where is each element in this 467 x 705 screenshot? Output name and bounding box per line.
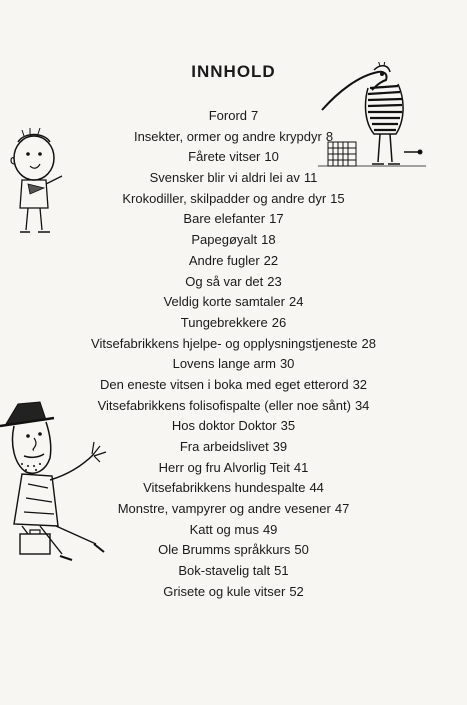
toc-entry-page-number: 15 bbox=[330, 190, 345, 206]
toc-entry-page-number: 47 bbox=[334, 501, 350, 517]
toc-entry-title: Svensker blir vi aldri lei av bbox=[149, 170, 300, 186]
toc-entry-page-number: 11 bbox=[303, 170, 318, 186]
toc-entry-page-number: 17 bbox=[269, 211, 284, 227]
bird-illustration bbox=[318, 62, 428, 172]
toc-entry-page-number: 41 bbox=[293, 459, 309, 475]
toc-entry bbox=[0, 313, 467, 334]
toc-entry-title: Monstre, vampyrer og andre vesener bbox=[117, 501, 331, 517]
toc-entry bbox=[0, 251, 467, 272]
toc-entry-page-number: 7 bbox=[251, 108, 259, 123]
toc-entry-page-number: 32 bbox=[352, 376, 368, 392]
toc-entry-title: Vitsefabrikkens folisofispalte (eller noe sånt) bbox=[97, 397, 351, 413]
toc-entry bbox=[0, 354, 467, 375]
toc-entry bbox=[0, 209, 467, 230]
toc-entry-title: Forord bbox=[208, 108, 248, 123]
boy-illustration bbox=[4, 128, 68, 238]
toc-entry bbox=[0, 334, 467, 355]
toc-entry-title: Grisete og kule vitser bbox=[163, 583, 286, 599]
toc-entry-page-number: 18 bbox=[261, 232, 276, 248]
toc-entry-title: Insekter, ormer og andre krypdyr bbox=[133, 128, 322, 144]
toc-entry-page-number: 49 bbox=[262, 521, 278, 537]
toc-entry-title: Katt og mus bbox=[189, 521, 259, 537]
toc-entry-page-number: 24 bbox=[288, 294, 304, 310]
toc-entry-title: Vitsefabrikkens hundespalte bbox=[143, 480, 306, 496]
toc-entry-page-number: 35 bbox=[280, 418, 296, 434]
toc-entry-page-number: 28 bbox=[361, 335, 376, 351]
toc-entry-page-number: 50 bbox=[294, 542, 309, 558]
toc-entry bbox=[0, 375, 467, 396]
toc-entry-page-number: 22 bbox=[263, 252, 279, 268]
toc-entry-title: Og så var det bbox=[185, 273, 264, 289]
toc-entry bbox=[0, 230, 467, 251]
toc-entry-page-number: 30 bbox=[279, 356, 295, 372]
toc-entry-title: Veldig korte samtaler bbox=[163, 294, 285, 310]
toc-entry-title: Tungebrekkere bbox=[180, 314, 268, 330]
toc-entry-page-number: 44 bbox=[309, 480, 324, 496]
toc-entry-title: Andre fugler bbox=[188, 252, 260, 268]
toc-entry-title: Bok-stavelig talt bbox=[178, 563, 271, 579]
toc-entry-title: Fårete vitser bbox=[188, 149, 261, 165]
toc-entry-title: Papegøyalt bbox=[191, 232, 258, 248]
toc-entry-page-number: 23 bbox=[267, 273, 282, 289]
toc-entry-title: Vitsefabrikkens hjelpe- og opplysningstjeneste bbox=[91, 335, 358, 351]
toc-entry-title: Krokodiller, skilpadder og andre dyr bbox=[122, 190, 327, 206]
toc-entry-page-number: 39 bbox=[272, 439, 288, 454]
toc-entry-title: Fra arbeidslivet bbox=[179, 439, 269, 454]
toc-entry-title: Hos doktor Doktor bbox=[171, 418, 277, 434]
toc-entry-title: Herr og fru Alvorlig Teit bbox=[158, 459, 290, 475]
toc-entry bbox=[0, 582, 467, 603]
toc-entry-page-number: 34 bbox=[354, 397, 370, 413]
toc-entry-page-number: 51 bbox=[274, 563, 289, 579]
toc-entry-page-number: 52 bbox=[289, 583, 304, 599]
toc-entry-page-number: 10 bbox=[264, 149, 279, 165]
toc-entry-title: Lovens lange arm bbox=[172, 356, 276, 372]
toc-entry-title: Bare elefanter bbox=[183, 211, 266, 227]
toc-entry bbox=[0, 292, 467, 313]
toc-entry-page-number: 8 bbox=[325, 128, 334, 144]
toc-entry bbox=[0, 272, 467, 293]
toc-entry-title: Den eneste vitsen i boka med eget etterord bbox=[99, 376, 349, 392]
toc-entry-page-number: 26 bbox=[271, 314, 287, 330]
toc-entry-title: Ole Brumms språkkurs bbox=[158, 542, 291, 558]
man-with-hat-illustration bbox=[0, 394, 120, 584]
page-title: INNHOLD bbox=[191, 62, 276, 81]
toc-entry bbox=[0, 189, 467, 210]
